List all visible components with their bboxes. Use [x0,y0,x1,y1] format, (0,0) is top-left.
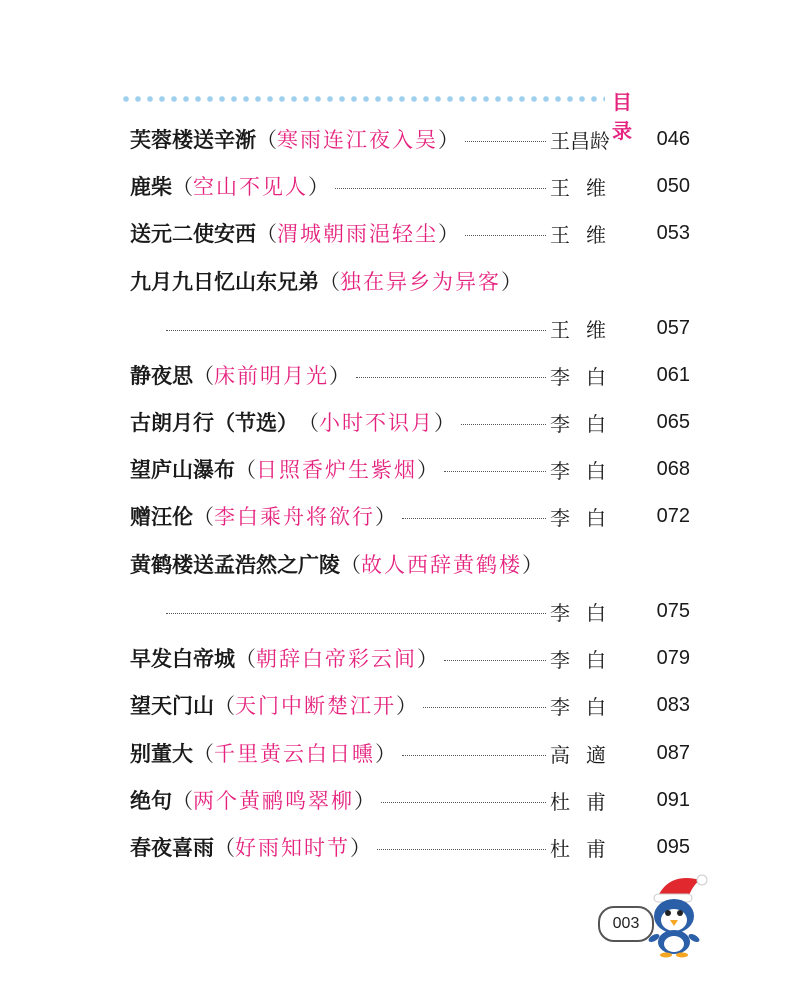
page-number: 087 [656,741,690,764]
poem-title: 古朗月行（节选） [130,410,298,435]
dot-leader [465,234,546,236]
page-number-badge: 003 [598,906,654,942]
poem-author: 李 白 [550,647,606,672]
close-paren: ） [350,836,371,860]
page-number: 072 [656,504,690,527]
poem-title: 静夜思 [130,363,193,388]
close-paren: ） [329,364,350,388]
poem-author: 李 白 [550,505,606,530]
dot-leader [423,706,546,708]
page-number: 053 [656,221,690,244]
poem-title: 送元二使安西 [130,221,256,246]
toc-entry[interactable] [130,783,690,817]
open-paren: （ [319,270,340,294]
close-paren: ） [438,222,459,246]
open-paren: （ [256,222,277,246]
poem-title: 望庐山瀑布 [130,457,235,482]
toc-title: 目 录 [612,90,638,143]
dotted-divider [120,95,605,103]
poem-title: 春夜喜雨 [130,835,214,860]
page-number: 050 [656,174,690,197]
dot-leader [461,423,546,425]
close-paren: ） [375,742,396,766]
dot-leader [356,376,546,378]
poem-first-line: 小时不识月 [319,411,434,435]
close-paren: ） [522,553,543,577]
poem-first-line: 天门中断楚江开 [235,694,396,718]
poem-author: 李 白 [550,364,606,389]
page-number: 075 [656,599,690,622]
page-number: 079 [656,646,690,669]
poem-title: 鹿柴 [130,174,172,199]
poem-title: 黄鹤楼送孟浩然之广陵 [130,552,340,577]
poem-author: 杜 甫 [550,789,606,814]
poem-first-line: 千里黄云白日曛 [214,742,375,766]
toc-entry[interactable] [130,358,690,392]
open-paren: （ [298,411,319,435]
poem-author: 李 白 [550,600,606,625]
open-paren: （ [214,836,235,860]
poem-first-line: 好雨知时节 [235,836,350,860]
page-number: 091 [656,788,690,811]
close-paren: ） [417,458,438,482]
close-paren: ） [434,411,455,435]
dot-leader [444,470,546,472]
page-number: 046 [656,127,690,150]
toc-entry[interactable] [130,452,690,486]
open-paren: （ [214,694,235,718]
open-paren: （ [172,789,193,813]
poem-title: 芙蓉楼送辛渐 [130,127,256,152]
poem-first-line: 寒雨连江夜入吴 [277,128,438,152]
poem-first-line: 日照香炉生紫烟 [256,458,417,482]
page-number: 057 [656,316,690,339]
dot-leader [335,187,546,189]
open-paren: （ [193,364,214,388]
page-number: 095 [656,835,690,858]
toc-entry-continued[interactable] [130,594,690,628]
open-paren: （ [172,175,193,199]
page-number: 061 [656,363,690,386]
poem-title: 赠汪伦 [130,504,193,529]
close-paren: ） [438,128,459,152]
poem-author: 王 维 [550,317,606,342]
dot-leader [166,612,546,614]
close-paren: ） [308,175,329,199]
poem-first-line: 独在异乡为异客 [340,270,501,294]
open-paren: （ [256,128,277,152]
toc-entry[interactable] [130,169,690,203]
close-paren: ） [375,505,396,529]
poem-author: 李 白 [550,411,606,436]
toc-entry[interactable] [130,122,690,156]
toc-entry[interactable] [130,830,690,864]
dot-leader [402,517,546,519]
open-paren: （ [193,742,214,766]
page-number: 083 [656,693,690,716]
toc-entry[interactable] [130,499,690,533]
toc-entry[interactable] [130,736,690,770]
poem-author: 李 白 [550,458,606,483]
poem-title: 别董大 [130,741,193,766]
open-paren: （ [340,553,361,577]
page-number: 065 [656,410,690,433]
poem-first-line: 渭城朝雨浥轻尘 [277,222,438,246]
poem-author: 王昌龄 [550,128,610,153]
dot-leader [381,801,546,803]
open-paren: （ [193,505,214,529]
open-paren: （ [235,647,256,671]
dot-leader [402,754,546,756]
poem-first-line: 朝辞白帝彩云间 [256,647,417,671]
toc-entry[interactable] [130,405,690,439]
poem-author: 王 维 [550,175,606,200]
poem-author: 李 白 [550,694,606,719]
close-paren: ） [501,270,522,294]
poem-first-line: 李白乘舟将欲行 [214,505,375,529]
dot-leader [465,140,546,142]
toc-entry[interactable] [130,547,690,581]
toc-entry-continued[interactable] [130,311,690,345]
open-paren: （ [235,458,256,482]
dot-leader [166,329,546,331]
poem-author: 高 適 [550,742,606,767]
close-paren: ） [417,647,438,671]
toc-entry[interactable] [130,216,690,250]
poem-first-line: 故人西辞黄鹤楼 [361,553,522,577]
toc-entry[interactable] [130,641,690,675]
poem-first-line: 两个黄鹂鸣翠柳 [193,789,354,813]
dot-leader [377,848,546,850]
poem-first-line: 空山不见人 [193,175,308,199]
page-number: 068 [656,457,690,480]
poem-first-line: 床前明月光 [214,364,329,388]
poem-author: 杜 甫 [550,836,606,861]
close-paren: ） [396,694,417,718]
toc-entry[interactable] [130,264,690,298]
poem-title: 早发白帝城 [130,646,235,671]
poem-title: 绝句 [130,788,172,813]
dot-leader [444,659,546,661]
poem-title: 望天门山 [130,693,214,718]
penguin-with-santa-hat-icon [630,868,720,958]
poem-title: 九月九日忆山东兄弟 [130,269,319,294]
toc-entry[interactable] [130,688,690,722]
close-paren: ） [354,789,375,813]
poem-author: 王 维 [550,222,606,247]
